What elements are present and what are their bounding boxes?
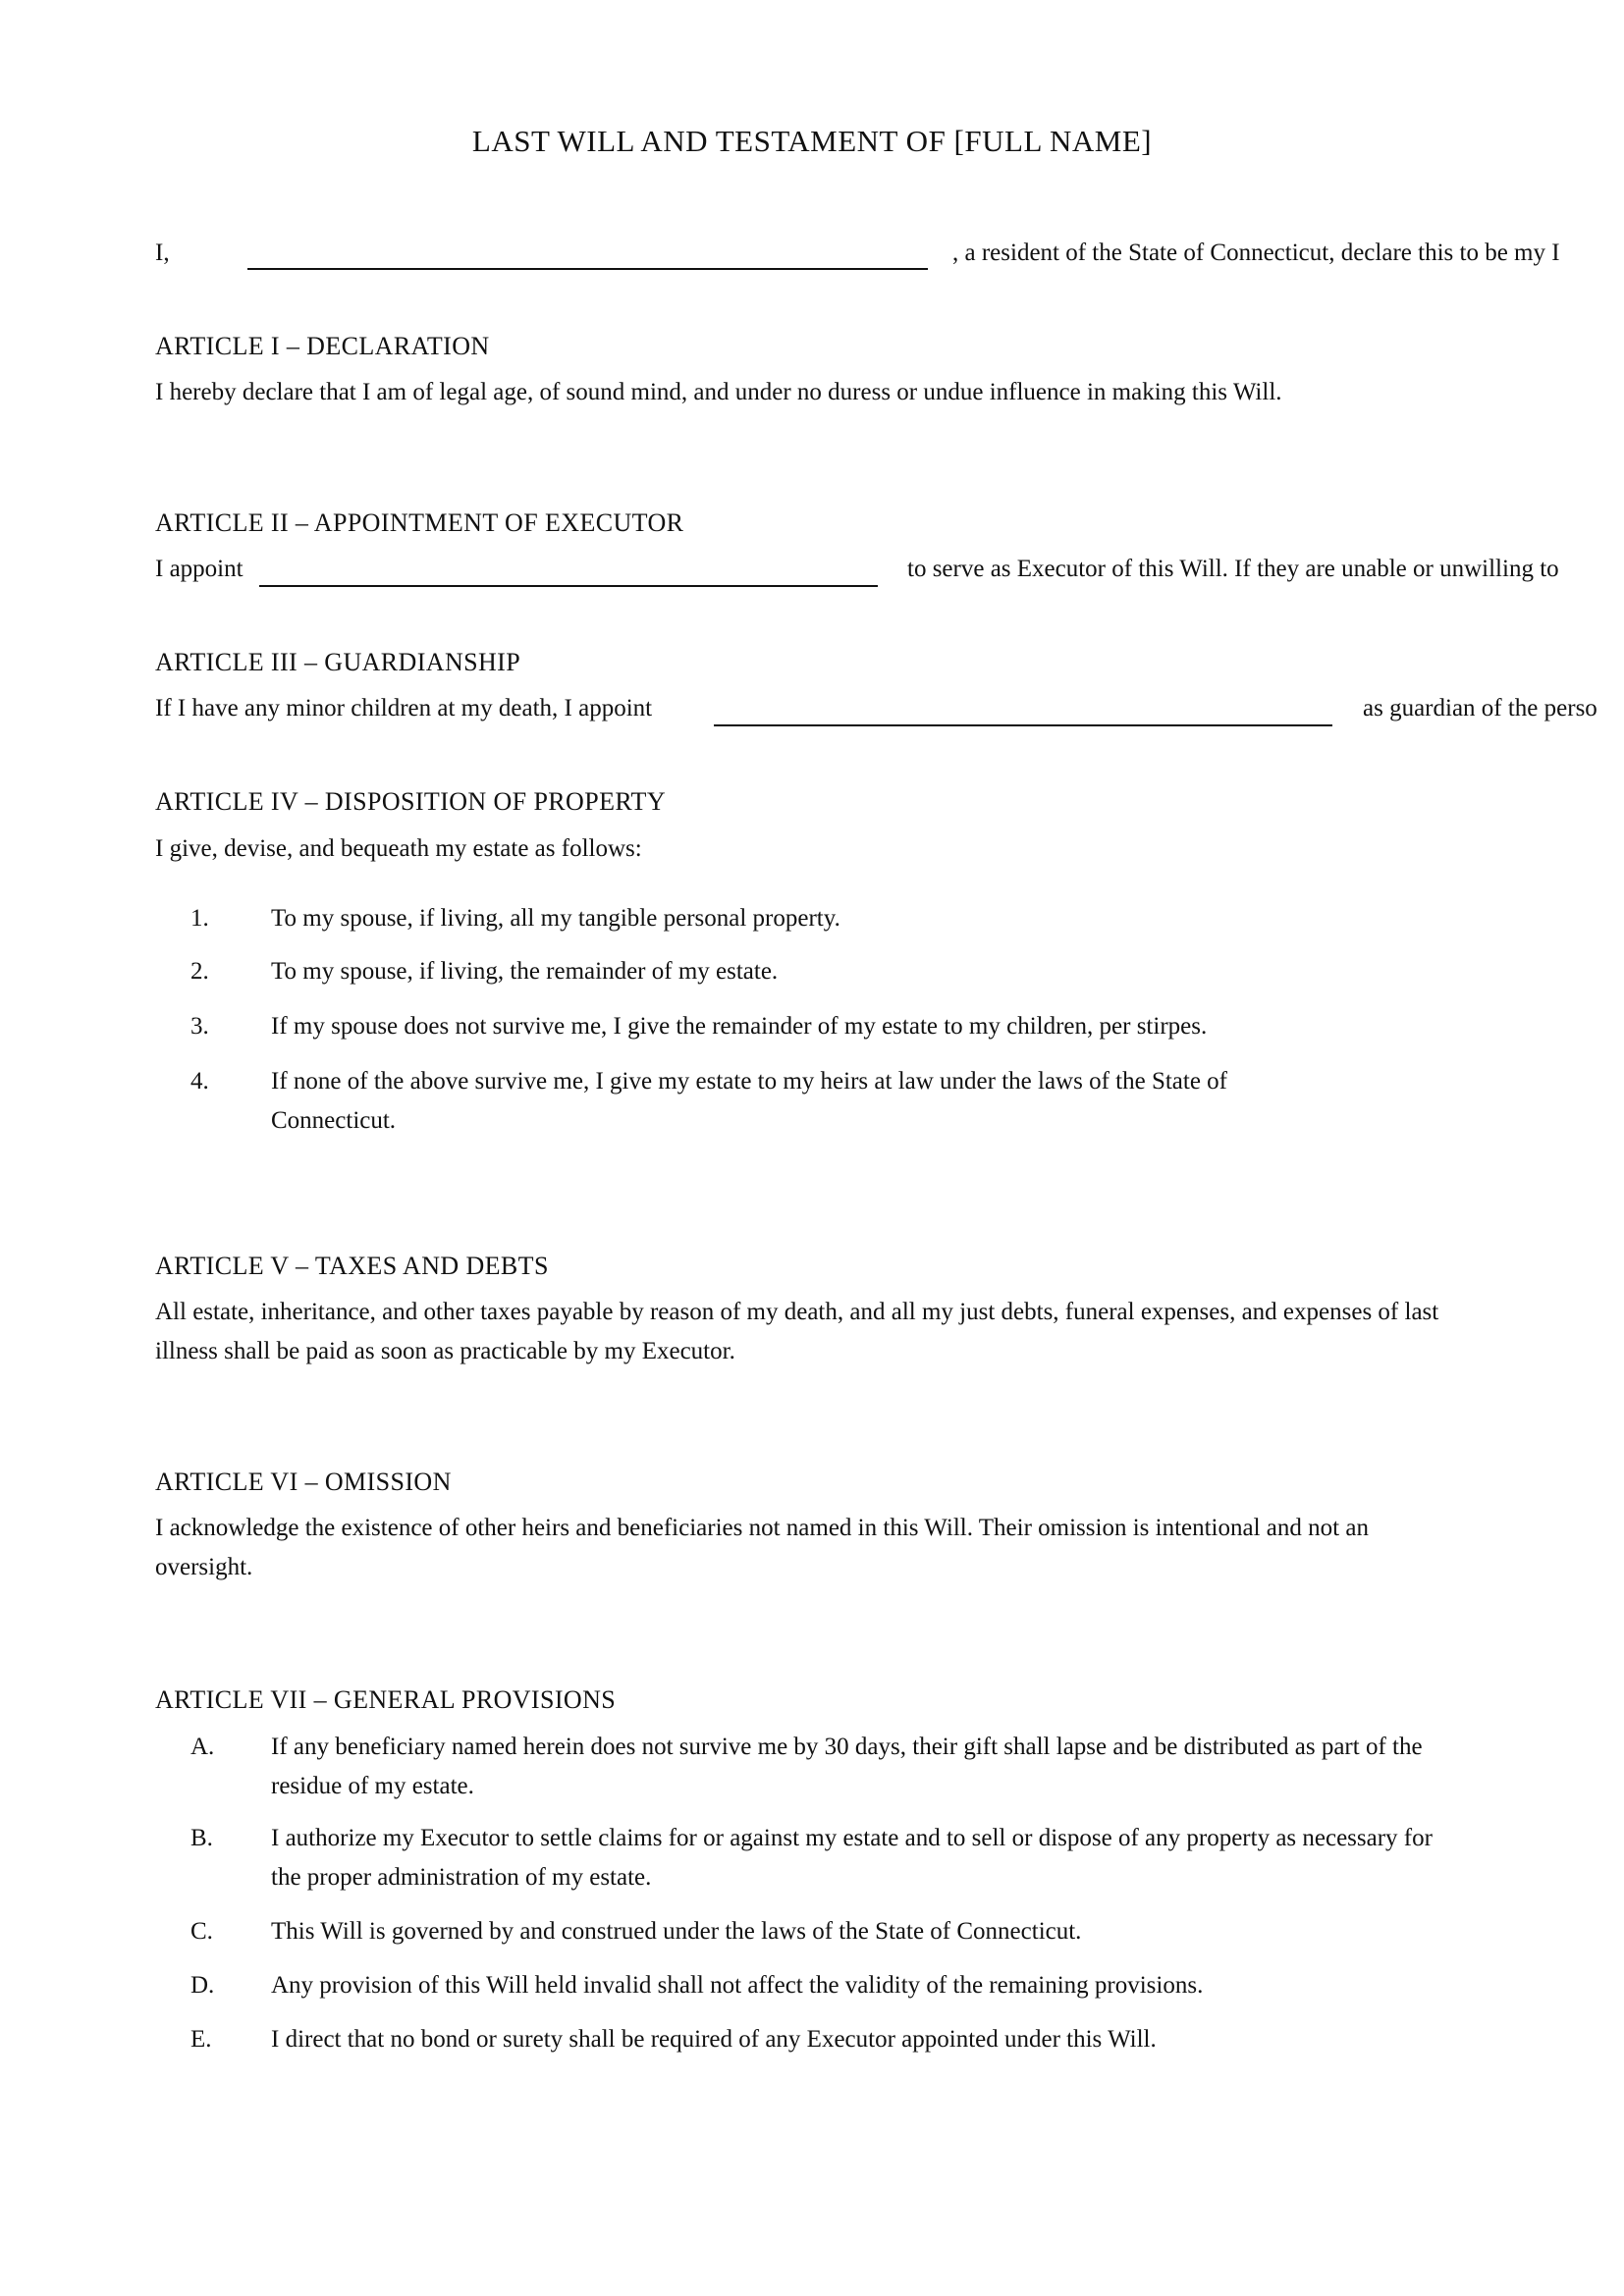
article-4-body: I give, devise, and bequeath my estate as follows: — [155, 835, 642, 862]
list-item — [155, 1007, 1451, 1046]
intro-lead: I, — [155, 240, 170, 266]
list-marker: 4. — [190, 1068, 209, 1095]
list-item-text: This Will is governed by and construed under the laws of the State of Connecticut. — [271, 1918, 1082, 1945]
article-4-heading: ARTICLE IV – DISPOSITION OF PROPERTY — [155, 787, 667, 816]
list-item — [155, 1819, 1451, 1897]
article-3-lead: If I have any minor children at my death, I appoint — [155, 695, 653, 721]
list-item-text: I direct that no bond or surety shall be required of any Executor appointed under this Will. — [271, 2026, 1157, 2053]
list-item — [155, 952, 1451, 991]
list-item-text: If any beneficiary named herein does not survive me by 30 days, their gift shall lapse and be distributed as part of the residue of my estate. — [271, 1734, 1423, 1799]
list-item — [155, 1912, 1451, 1951]
article-2-heading: ARTICLE II – APPOINTMENT OF EXECUTOR — [155, 508, 684, 537]
list-item — [155, 1728, 1451, 1806]
list-item-text: I authorize my Executor to settle claims for or against my estate and to sell or dispose of any property as necessary for the proper administration of my estate. — [271, 1825, 1433, 1891]
list-item-text: If my spouse does not survive me, I give the remainder of my estate to my children, per stirpes. — [271, 1013, 1208, 1040]
document-title: LAST WILL AND TESTAMENT OF [FULL NAME] — [471, 124, 1153, 158]
list-item-text: To my spouse, if living, all my tangible personal property. — [271, 905, 840, 932]
list-item-text: If none of the above survive me, I give my estate to my heirs at law under the laws of the State of Connecticut. — [271, 1068, 1228, 1134]
list-item — [155, 1062, 1373, 1141]
article-6-body: I acknowledge the existence of other heirs and beneficiaries not named in this Will. Their omission is intentional and not an oversight. — [155, 1515, 1369, 1580]
executor-name-blank[interactable] — [259, 585, 878, 587]
intro-text: , a resident of the State of Connecticut, declare this to be my I — [952, 240, 1560, 266]
article-1-body: I hereby declare that I am of legal age, of sound mind, and under no duress or undue influence in making this Will. — [155, 379, 1282, 405]
testator-name-blank[interactable] — [247, 268, 928, 270]
list-marker: 1. — [190, 905, 209, 932]
article-5-body: All estate, inheritance, and other taxes payable by reason of my death, and all my just debts, funeral expenses, and expenses of last illness shall be paid as soon as practicable by my Executor. — [155, 1299, 1439, 1364]
guardian-name-blank[interactable] — [714, 724, 1332, 726]
list-item — [155, 1966, 1451, 2005]
article-3-text: as guardian of the perso — [1363, 695, 1597, 721]
list-item — [155, 899, 1451, 938]
list-marker: 2. — [190, 958, 209, 985]
list-marker: E. — [190, 2026, 212, 2053]
article-6-heading: ARTICLE VI – OMISSION — [155, 1468, 452, 1496]
list-item-text: To my spouse, if living, the remainder of my estate. — [271, 958, 779, 985]
article-5-heading: ARTICLE V – TAXES AND DEBTS — [155, 1252, 549, 1280]
article-1-heading: ARTICLE I – DECLARATION — [155, 332, 490, 360]
list-marker: C. — [190, 1918, 213, 1945]
article-2-lead: I appoint — [155, 556, 244, 582]
list-marker: B. — [190, 1825, 213, 1851]
list-item-text: Any provision of this Will held invalid shall not affect the validity of the remaining provisions. — [271, 1972, 1204, 1999]
article-7-heading: ARTICLE VII – GENERAL PROVISIONS — [155, 1685, 617, 1714]
list-marker: 3. — [190, 1013, 209, 1040]
list-marker: D. — [190, 1972, 215, 1999]
article-3-heading: ARTICLE III – GUARDIANSHIP — [155, 648, 521, 676]
list-item — [155, 2020, 1451, 2059]
article-2-text: to serve as Executor of this Will. If they are unable or unwilling to — [907, 556, 1559, 582]
list-marker: A. — [190, 1734, 215, 1760]
